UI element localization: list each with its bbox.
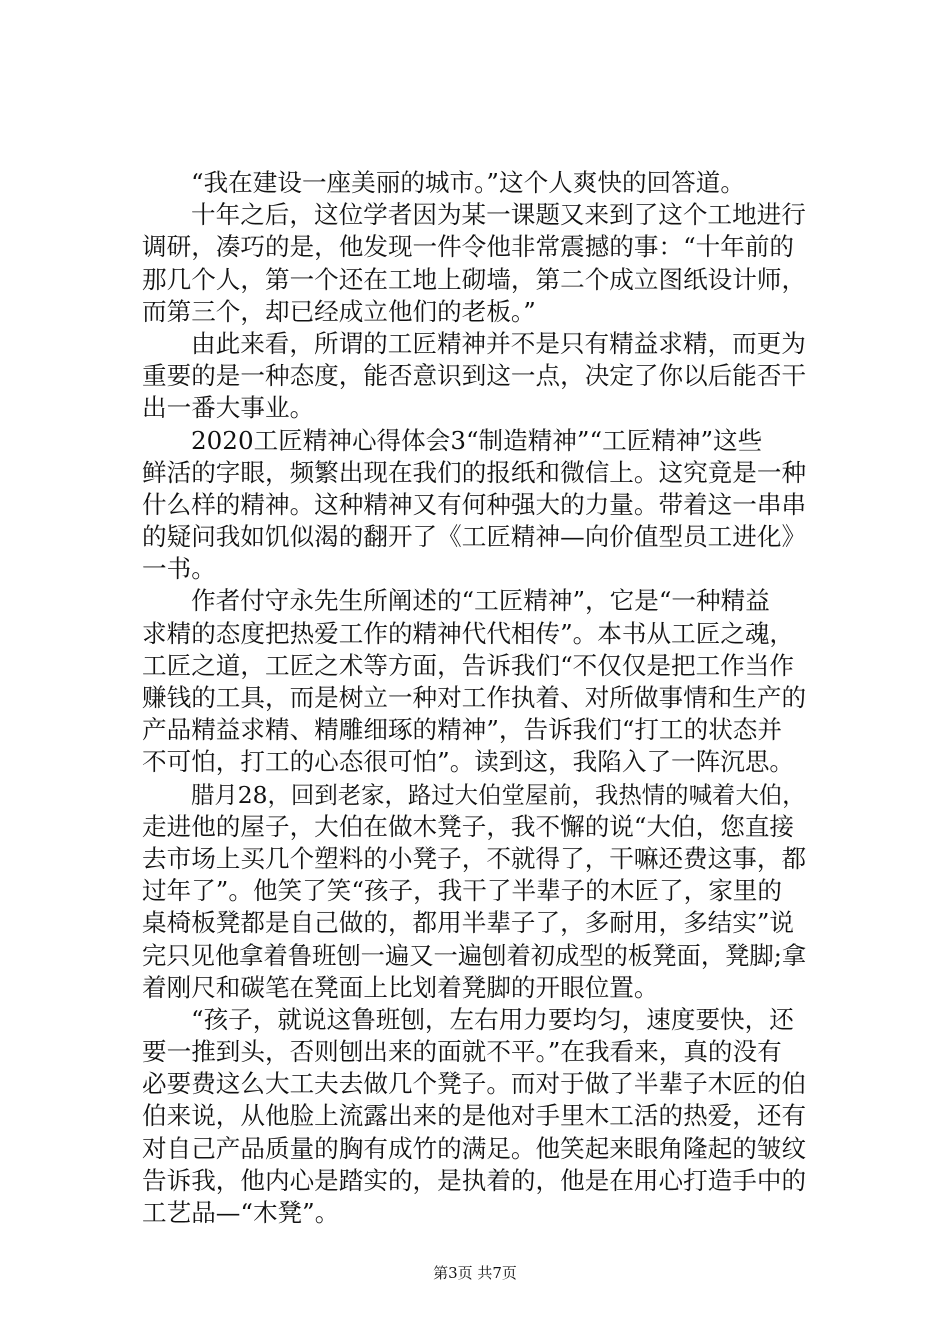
text-line: 2020工匠精神心得体会3“制造精神”“工匠精神”这些 <box>191 425 763 455</box>
text-line: “孩子，就说这鲁班刨，左右用力要均匀，速度要快，还 <box>191 1004 794 1034</box>
text-line: 调研，凑巧的是，他发现一件令他非常震撼的事：“十年前的 <box>142 232 795 262</box>
text-line: 鲜活的字眼，频繁出现在我们的报纸和微信上。这究竟是一种 <box>142 457 807 487</box>
page-footer: 第3页 共7页 <box>433 1264 517 1282</box>
text-line: 过年了”。他笑了笑“孩子，我干了半辈子的木匠了，家里的 <box>142 876 782 906</box>
text-line: 一书。 <box>142 554 216 584</box>
text-line: 出一番大事业。 <box>142 393 315 423</box>
text-line: 工艺品—“木凳”。 <box>142 1198 340 1227</box>
text-line: 走进他的屋子，大伯在做木凳子，我不懈的说“大伯，您直接 <box>142 811 795 841</box>
text-line: 完只见他拿着鲁班刨一遍又一遍刨着初成型的板凳面，凳脚;拿 <box>142 940 807 970</box>
text-line: 赚钱的工具，而是树立一种对工作执着、对所做事情和生产的 <box>142 683 807 712</box>
text-line: 桌椅板凳都是自己做的，都用半辈子了，多耐用，多结实”说 <box>142 908 795 938</box>
text-line: 什么样的精神。这种精神又有何种强大的力量。带着这一串串 <box>142 489 807 519</box>
text-line: 产品精益求精、精雕细琢的精神”，告诉我们“打工的状态并 <box>142 715 782 745</box>
text-line: 的疑问我如饥似渴的翻开了《工匠精神—向价值型员工进化》 <box>142 522 807 552</box>
document-body <box>142 167 807 1229</box>
text-line: 不可怕，打工的心态很可怕”。读到这，我陷入了一阵沉思。 <box>142 747 795 777</box>
text-line: 伯来说，从他脸上流露出来的是他对手里木工活的热爱，还有 <box>142 1101 807 1131</box>
text-line: 必要费这么大工夫去做几个凳子。而对于做了半辈子木匠的伯 <box>142 1069 807 1099</box>
text-line: “我在建设一座美丽的城市。”这个人爽快的回答道。 <box>191 168 745 197</box>
text-line: 工匠之道，工匠之术等方面，告诉我们“不仅仅是把工作当作 <box>142 650 795 680</box>
text-line: 要一推到头，否则刨出来的面就不平。”在我看来，真的没有 <box>142 1037 782 1067</box>
text-line: 作者付守永先生所阐述的“工匠精神”，它是“一种精益 <box>191 586 770 616</box>
text-line: 去市场上买几个塑料的小凳子，不就得了，干嘛还费这事，都 <box>142 843 807 873</box>
text-line: 着刚尺和碳笔在凳面上比划着凳脚的开眼位置。 <box>142 972 659 1002</box>
text-line: 由此来看，所谓的工匠精神并不是只有精益求精，而更为 <box>191 328 806 358</box>
text-line: 对自己产品质量的胸有成竹的满足。他笑起来眼角隆起的皱纹 <box>142 1133 807 1163</box>
text-line: 那几个人，第一个还在工地上砌墙，第二个成立图纸设计师， <box>142 264 807 294</box>
text-line: 而第三个，却已经成立他们的老板。” <box>142 296 536 326</box>
text-line: 重要的是一种态度，能否意识到这一点，决定了你以后能否干 <box>142 361 807 391</box>
text-line: 十年之后，这位学者因为某一课题又来到了这个工地进行 <box>191 200 806 230</box>
text-line: 告诉我，他内心是踏实的，是执着的，他是在用心打造手中的 <box>142 1165 807 1195</box>
text-line: 求精的态度把热爱工作的精神代代相传”。本书从工匠之魂， <box>142 618 795 648</box>
text-line: 腊月28，回到老家，路过大伯堂屋前，我热情的喊着大伯， <box>191 780 806 809</box>
